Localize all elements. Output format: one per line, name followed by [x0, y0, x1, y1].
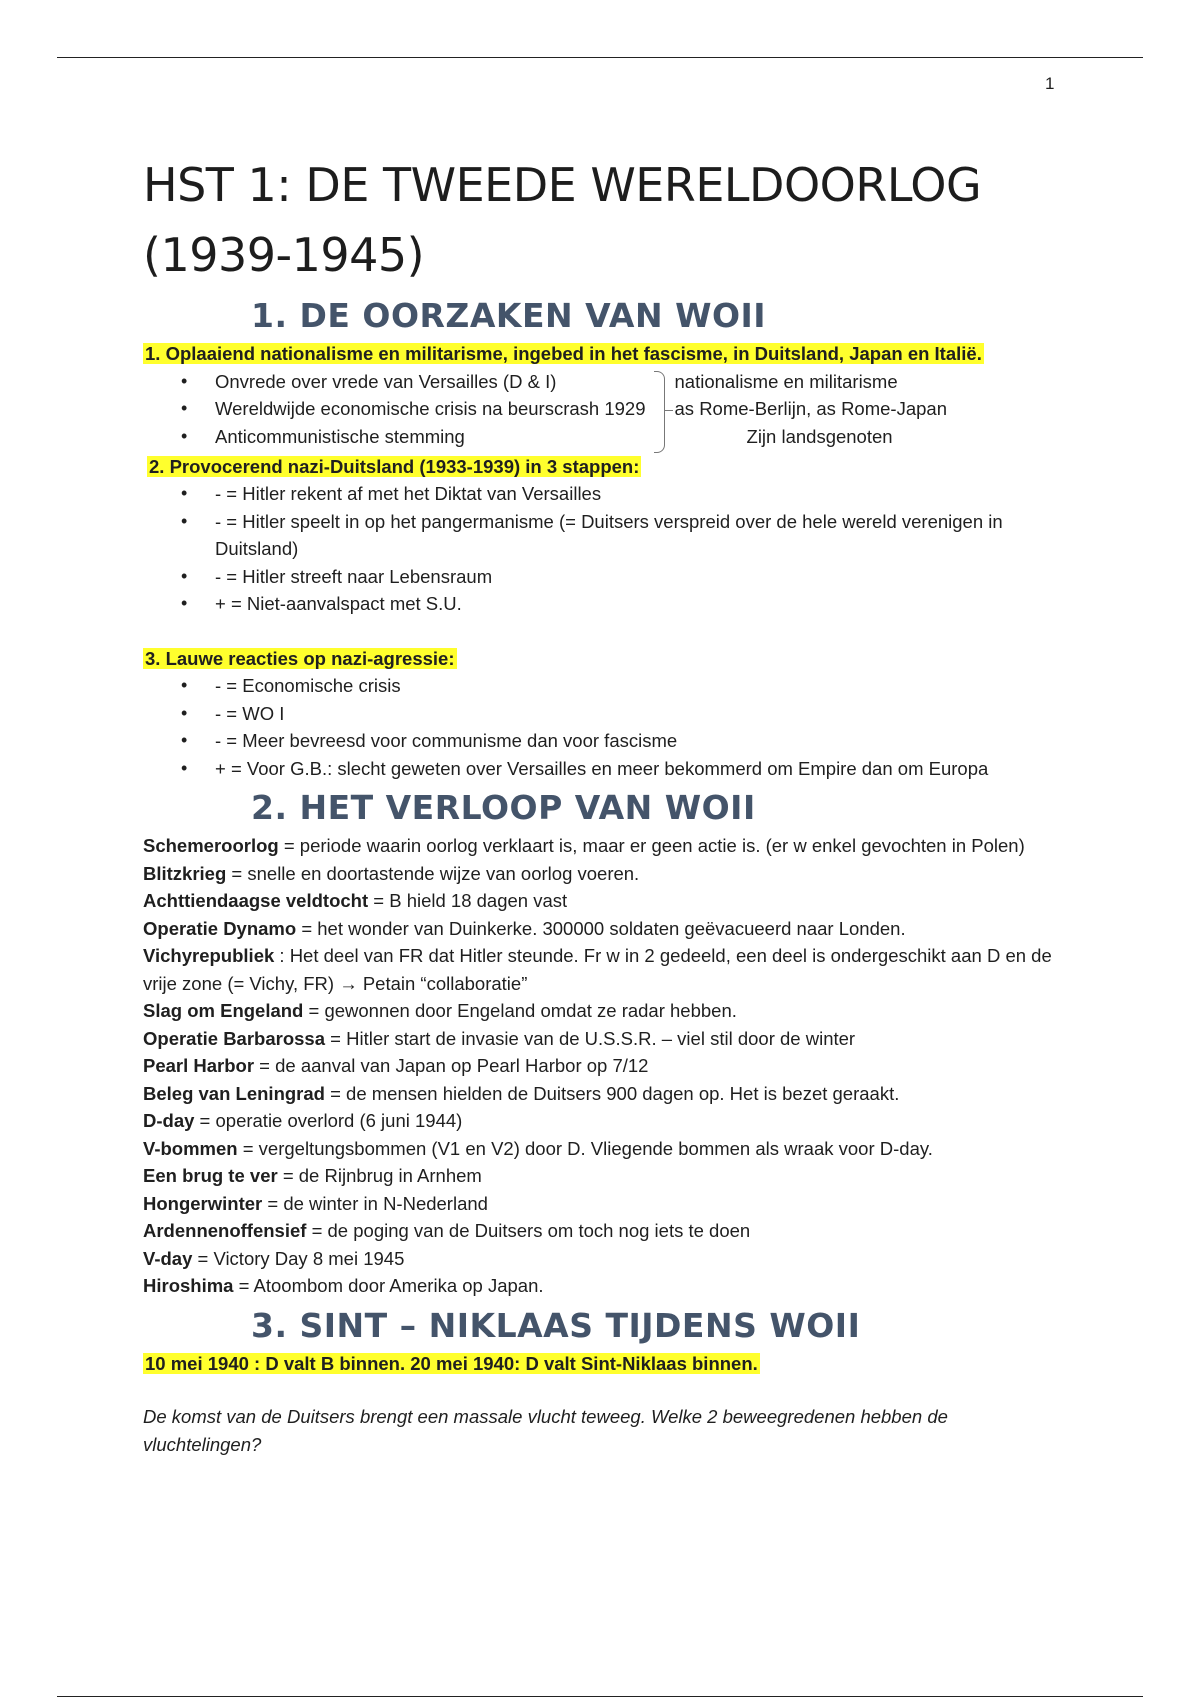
list-item: • + = Voor G.B.: slecht geweten over Versailles en meer bekommerd om Empire dan om Europa [215, 755, 1063, 783]
entry-text: = Atoombom door Amerika op Japan. [233, 1275, 544, 1296]
timeline-entry [143, 997, 1063, 1025]
timeline-entry [143, 1052, 1063, 1080]
list-item: • - = WO I [215, 700, 1063, 728]
section-2-heading: 2. HET VERLOOP VAN WOII [251, 788, 756, 827]
point-3-heading: 3. Lauwe reacties op nazi-agressie: [145, 647, 455, 669]
side-note: Zijn landsgenoten [746, 425, 893, 447]
section-1-heading: 1. DE OORZAKEN VAN WOII [251, 296, 767, 335]
point-1-heading: 1. Oplaaiend nationalisme en militarisme, ingebed in het fascisme, in Duitsland, Japan en Italië. [145, 343, 982, 364]
list-item: • + = Niet-aanvalspact met S.U. [215, 590, 1063, 618]
list-item: • - = Hitler speelt in op het pangermanisme (= Duitsers verspreid over de hele wereld verenigen in Duitsland) [215, 508, 1063, 563]
study-question: De komst van de Duitsers brengt een massale vlucht teweeg. Welke 2 beweegredenen hebben de vluchtelingen? [143, 1406, 948, 1455]
timeline-entry [143, 1162, 1063, 1190]
timeline-entries [143, 832, 1063, 1300]
timeline-entry [143, 1245, 1063, 1273]
document-title [143, 150, 1063, 290]
entry-text: = het wonder van Duinkerke. 300000 soldaten geëvacueerd naar Londen. [296, 917, 906, 939]
side-notes [675, 368, 947, 451]
timeline-entry [143, 1025, 1063, 1053]
list-item: • - = Meer bevreesd voor communisme dan voor fascisme [215, 727, 1063, 755]
list-item: • - = Hitler streeft naar Lebensraum [215, 563, 1063, 591]
entry-text: = Victory Day 8 mei 1945 [192, 1247, 405, 1269]
timeline-entry [143, 1107, 1063, 1135]
entry-text: = de mensen hielden de Duitsers 900 dagen op. Het is bezet geraakt. [324, 1082, 900, 1104]
title-line-2: (1939-1945) [143, 228, 425, 282]
entry-term: Pearl Harbor [143, 1055, 255, 1076]
entry-term: Een brug te ver [143, 1165, 278, 1186]
entry-term: V-day [143, 1247, 193, 1269]
entry-text: = gewonnen door Engeland omdat ze radar hebben. [303, 1000, 737, 1021]
section-3-heading: 3. SINT – NIKLAAS TIJDENS WOII [251, 1305, 861, 1345]
entry-term: Blitzkrieg [143, 862, 227, 884]
point-2-list [143, 480, 1063, 618]
page-number: 1 [1045, 74, 1055, 93]
curly-bracket [654, 371, 665, 453]
timeline-entry [143, 860, 1063, 888]
title-line-1: HST 1: DE TWEEDE WERELDOORLOG [143, 158, 982, 212]
timeline-entry [143, 1190, 1063, 1218]
list-item: • Onvrede over vrede van Versailles (D & I) [215, 368, 646, 396]
timeline-entry [143, 1272, 1063, 1300]
timeline-entry [143, 1217, 1063, 1245]
list-item: • - = Economische crisis [215, 672, 1063, 700]
entry-text: = B hield 18 dagen vast [368, 890, 568, 911]
timeline-entry [143, 887, 1063, 915]
entry-term: Vichyrepubliek [143, 945, 275, 966]
entry-text: = de poging van de Duitsers om toch nog iets te doen [306, 1220, 751, 1241]
side-note: nationalisme en militarisme [674, 370, 898, 392]
point-1-causes [143, 368, 1063, 453]
entry-term: D-day [143, 1110, 195, 1131]
timeline-entry [143, 915, 1063, 943]
timeline-entry [143, 1135, 1063, 1163]
timeline-entry [143, 832, 1063, 860]
entry-term: Schemeroorlog [143, 835, 279, 856]
entry-term: Beleg van Leningrad [143, 1082, 325, 1104]
footer-rule [57, 1696, 1143, 1697]
point-3-list [143, 672, 1063, 782]
point-2-heading: 2. Provocerend nazi-Duitsland (1933-1939) in 3 stappen: [149, 455, 640, 477]
entry-term: Operatie Dynamo [143, 917, 297, 939]
entry-text: = de Rijnbrug in Arnhem [277, 1165, 482, 1186]
entry-term: Slag om Engeland [143, 1000, 304, 1021]
entry-term: Ardennenoffensief [143, 1220, 307, 1241]
list-item: • Wereldwijde economische crisis na beurscrash 1929 [215, 395, 646, 423]
entry-text: : Het deel van FR dat Hitler steunde. Fr w in 2 gedeeld, een deel is ondergeschikt aan D en de vrije zone (= Vichy, FR) → Petain “collaboratie” [143, 945, 1052, 994]
entry-text: = de aanval van Japan op Pearl Harbor op 7/12 [254, 1055, 649, 1076]
header-rule [57, 57, 1143, 58]
entry-term: Hiroshima [143, 1275, 234, 1296]
entry-text: = operatie overlord (6 juni 1944) [194, 1110, 463, 1131]
entry-text: = vergeltungsbommen (V1 en V2) door D. Vliegende bommen als wraak voor D-day. [237, 1137, 933, 1159]
timeline-entry [143, 1080, 1063, 1108]
side-note: as Rome-Berlijn, as Rome-Japan [674, 398, 947, 419]
document-body [143, 150, 1063, 1477]
entry-term: V-bommen [143, 1137, 238, 1159]
entry-text: = snelle en doortastende wijze van oorlog voeren. [226, 862, 640, 884]
entry-text: = de winter in N-Nederland [262, 1192, 488, 1214]
entry-term: Operatie Barbarossa [143, 1027, 326, 1049]
timeline-entry [143, 942, 1063, 997]
list-item: • - = Hitler rekent af met het Diktat van Versailles [215, 480, 1063, 508]
point-1-list [143, 368, 646, 451]
entry-text: = Hitler start de invasie van de U.S.S.R. – viel stil door de winter [325, 1027, 856, 1049]
list-item: • Anticommunistische stemming [215, 423, 646, 451]
entry-term: Achttiendaagse veldtocht [143, 890, 369, 911]
entry-text: = periode waarin oorlog verklaart is, maar er geen actie is. (er w enkel gevochten in Polen) [278, 835, 1025, 856]
section-3-highlight: 10 mei 1940 : D valt B binnen. 20 mei 1940: D valt Sint-Niklaas binnen. [145, 1352, 758, 1374]
entry-term: Hongerwinter [143, 1192, 263, 1214]
